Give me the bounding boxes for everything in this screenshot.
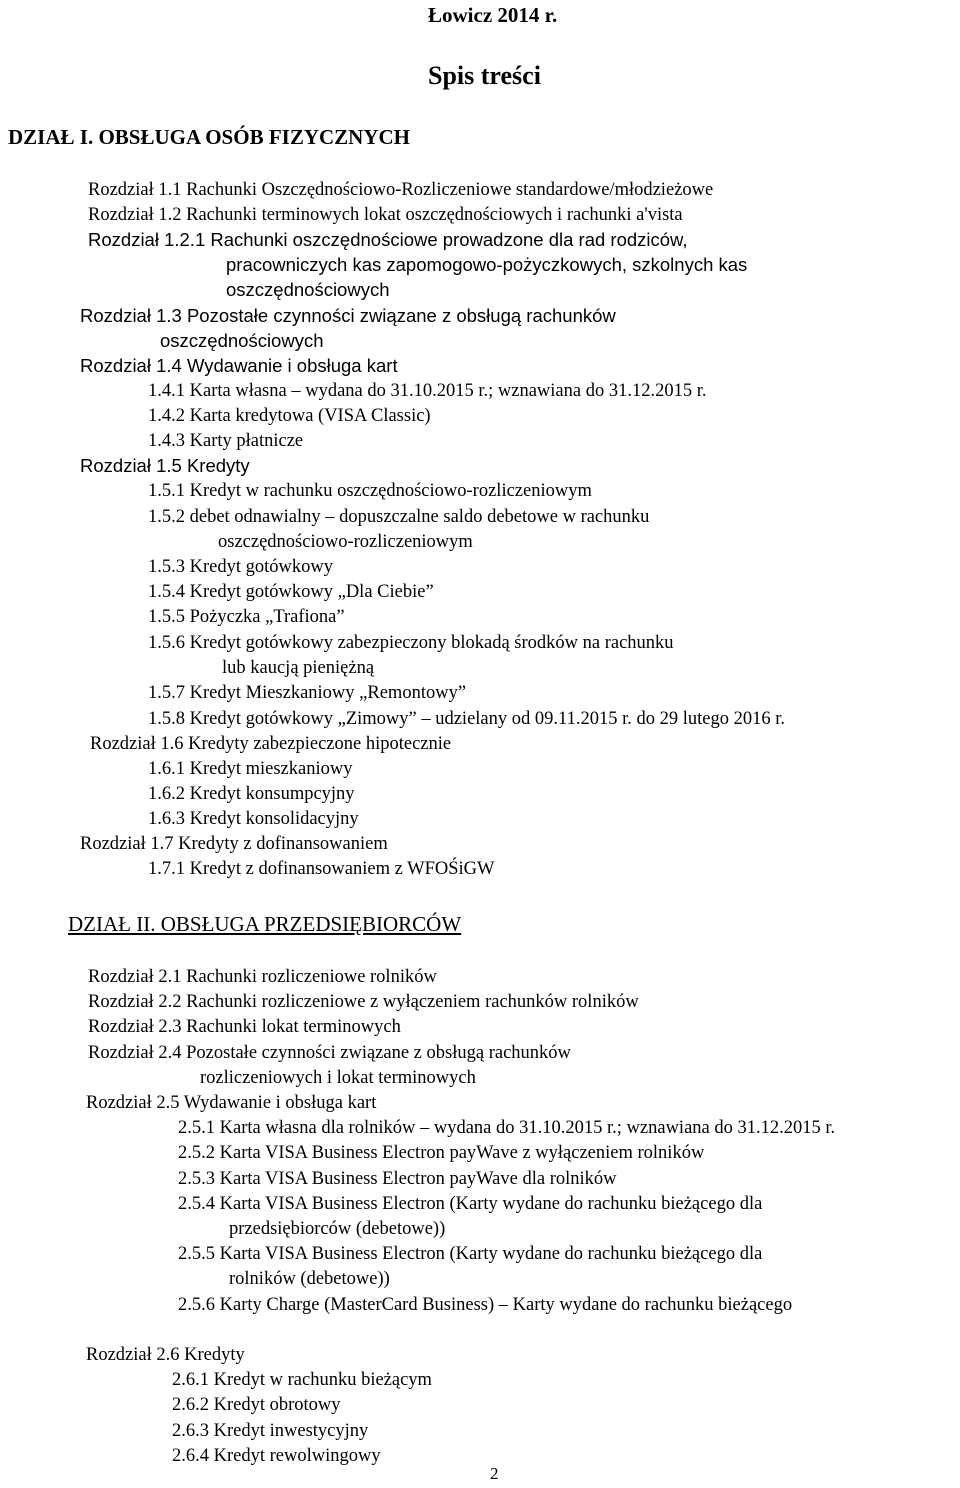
toc-line: lub kaucją pieniężną: [222, 658, 375, 678]
toc-line: 1.5.8 Kredyt gotówkowy „Zimowy” – udzielany od 09.11.2015 r. do 29 lutego 2016 r.: [148, 709, 785, 729]
toc-line: 2.5.1 Karta własna dla rolników – wydana do 31.10.2015 r.; wznawiana do 31.12.2015 r.: [178, 1118, 836, 1138]
toc-line: 1.5.7 Kredyt Mieszkaniowy „Remontowy”: [148, 683, 467, 703]
toc-line: 1.6.3 Kredyt konsolidacyjny: [148, 809, 359, 829]
toc-line: Rozdział 1.6 Kredyty zabezpieczone hipotecznie: [90, 734, 452, 754]
toc-line: 1.4.2 Karta kredytowa (VISA Classic): [148, 406, 431, 426]
toc-line: Rozdział 2.2 Rachunki rozliczeniowe z wyłączeniem rachunków rolników: [88, 992, 639, 1012]
toc-line: Rozdział 2.1 Rachunki rozliczeniowe rolników: [88, 967, 437, 987]
toc-line: Rozdział 1.2 Rachunki terminowych lokat oszczędnościowych i rachunki a'vista: [88, 205, 683, 225]
toc-line: Rozdział 1.4 Wydawanie i obsługa kart: [80, 355, 398, 376]
toc-line: oszczędnościowo-rozliczeniowym: [218, 532, 473, 552]
toc-line: 1.6.2 Kredyt konsumpcyjny: [148, 784, 355, 804]
toc-line: Rozdział 1.3 Pozostałe czynności związane z obsługą rachunków: [80, 305, 616, 326]
toc-line: 1.4.1 Karta własna – wydana do 31.10.2015 r.; wznawiana do 31.12.2015 r.: [148, 381, 707, 401]
toc-line: 1.5.1 Kredyt w rachunku oszczędnościowo-rozliczeniowym: [148, 481, 592, 501]
toc-line: Rozdział 2.6 Kredyty: [86, 1345, 245, 1365]
toc-line: 2.5.6 Karty Charge (MasterCard Business) – Karty wydane do rachunku bieżącego: [178, 1295, 793, 1315]
toc-line: Rozdział 1.2.1 Rachunki oszczędnościowe prowadzone dla rad rodziców,: [88, 229, 688, 250]
toc-line: 2.5.4 Karta VISA Business Electron (Karty wydane do rachunku bieżącego dla: [178, 1194, 763, 1214]
toc-line: oszczędnościowych: [160, 330, 324, 351]
toc-line: 1.5.4 Kredyt gotówkowy „Dla Ciebie”: [148, 582, 434, 602]
toc-line: przedsiębiorców (debetowe)): [229, 1219, 446, 1239]
toc-line: 1.5.5 Pożyczka „Trafiona”: [148, 607, 345, 627]
toc-line: Rozdział 1.5 Kredyty: [80, 455, 250, 476]
toc-title: Spis treści: [428, 61, 541, 90]
toc-line: 2.5.2 Karta VISA Business Electron payWave z wyłączeniem rolników: [178, 1143, 705, 1163]
toc-line: 1.5.6 Kredyt gotówkowy zabezpieczony blokadą środków na rachunku: [148, 633, 674, 653]
toc-line: rolników (debetowe)): [229, 1269, 390, 1289]
toc-line: 2.6.4 Kredyt rewolwingowy: [172, 1446, 381, 1466]
toc-line: 1.5.3 Kredyt gotówkowy: [148, 557, 333, 577]
toc-line: Rozdział 2.4 Pozostałe czynności związane z obsługą rachunków: [88, 1043, 571, 1063]
toc-line: 1.4.3 Karty płatnicze: [148, 431, 304, 451]
toc-line: 2.6.2 Kredyt obrotowy: [172, 1395, 341, 1415]
toc-line: rozliczeniowych i lokat terminowych: [200, 1068, 476, 1088]
toc-line: 2.5.5 Karta VISA Business Electron (Karty wydane do rachunku bieżącego dla: [178, 1244, 763, 1264]
section-title-1: DZIAŁ I. OBSŁUGA OSÓB FIZYCZNYCH: [8, 125, 411, 149]
toc-line: 1.7.1 Kredyt z dofinansowaniem z WFOŚiGW: [148, 859, 495, 879]
place-date: Łowicz 2014 r.: [428, 3, 558, 27]
section-title-2: DZIAŁ II. OBSŁUGA PRZEDSIĘBIORCÓW: [68, 912, 462, 936]
toc-line: 2.6.1 Kredyt w rachunku bieżącym: [172, 1370, 432, 1390]
toc-line: Rozdział 2.3 Rachunki lokat terminowych: [88, 1017, 401, 1037]
toc-line: 2.6.3 Kredyt inwestycyjny: [172, 1421, 369, 1441]
page-number: 2: [490, 1464, 499, 1483]
toc-line: Rozdział 1.1 Rachunki Oszczędnościowo-Rozliczeniowe standardowe/młodzieżowe: [88, 180, 714, 200]
toc-line: 1.6.1 Kredyt mieszkaniowy: [148, 759, 353, 779]
toc-line: 1.5.2 debet odnawialny – dopuszczalne saldo debetowe w rachunku: [148, 507, 650, 527]
toc-line: Rozdział 1.7 Kredyty z dofinansowaniem: [80, 834, 388, 854]
toc-line: Rozdział 2.5 Wydawanie i obsługa kart: [86, 1093, 377, 1113]
toc-line: oszczędnościowych: [226, 279, 390, 300]
toc-line: pracowniczych kas zapomogowo-pożyczkowych, szkolnych kas: [226, 254, 748, 275]
toc-line: 2.5.3 Karta VISA Business Electron payWave dla rolników: [178, 1169, 617, 1189]
